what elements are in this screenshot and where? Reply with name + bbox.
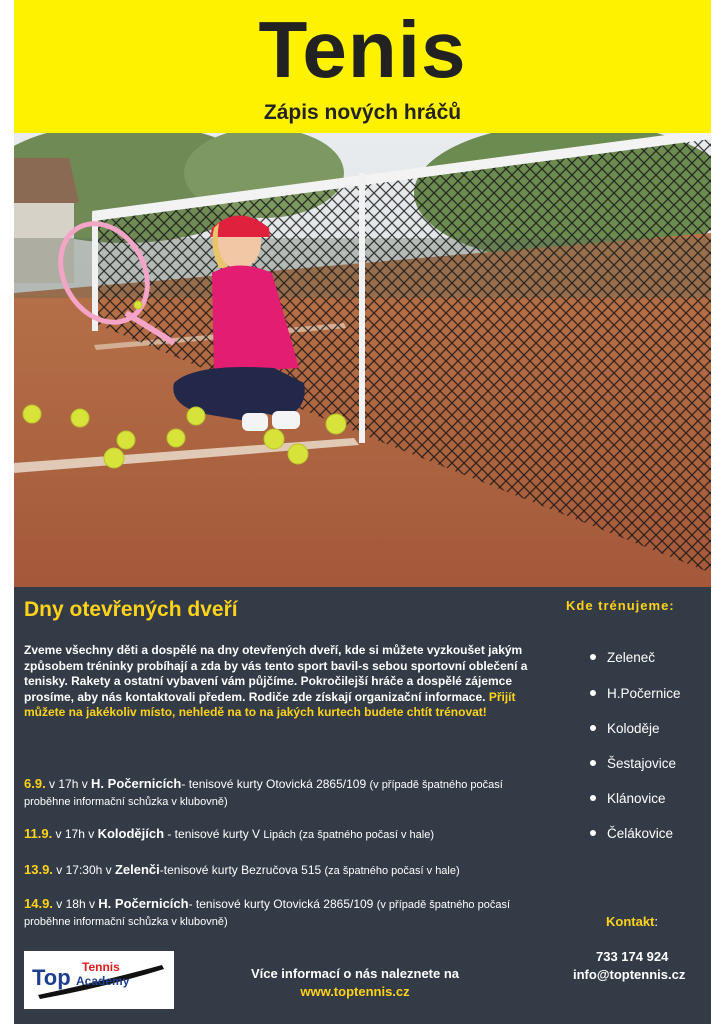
- where-title: Kde trénujeme:: [566, 598, 675, 613]
- open-days-intro: [24, 643, 544, 721]
- logo-word-top: Top: [32, 965, 71, 990]
- website-link[interactable]: www.toptennis.cz: [300, 984, 410, 999]
- event-note: Lipách (za špatného počasí v hale): [263, 829, 434, 841]
- list-item: [590, 686, 724, 701]
- logo-graphic: [24, 951, 174, 1009]
- bullet-icon: [590, 795, 596, 801]
- contact-title-text: Kontakt: [606, 914, 655, 929]
- event-date: 14.9.: [24, 896, 53, 911]
- event-place: H. Počernicích: [98, 896, 189, 911]
- more-info: [230, 965, 480, 1001]
- place-label: Klánovice: [607, 791, 666, 806]
- event-date: 11.9.: [24, 826, 53, 841]
- bullet-icon: [590, 830, 596, 836]
- page-title: Tenis: [258, 5, 467, 94]
- event-note: (v případě špatného počasí proběhne informační schůzka v klubovně): [24, 779, 503, 808]
- event-desc: -tenisové kurty Bezručova 515: [159, 863, 325, 877]
- event-desc: - tenisové kurty V: [164, 827, 264, 841]
- contact-phone: 733 174 924: [596, 949, 669, 964]
- bullet-icon: [590, 654, 596, 660]
- list-item: [590, 650, 724, 665]
- page-subtitle: Zápis nových hráčů: [263, 101, 462, 124]
- event-place: H. Počernicích: [91, 776, 182, 791]
- contact-title-colon: :: [654, 914, 659, 929]
- event-date: 13.9.: [24, 862, 53, 877]
- header-banner: [14, 0, 711, 133]
- photo-illustration: [14, 133, 711, 587]
- list-item: [590, 826, 724, 841]
- logo-word-tennis: Tennis: [82, 960, 120, 974]
- list-item: [590, 791, 724, 806]
- event-desc: - tenisové kurty Otovická 2865/109: [181, 777, 370, 791]
- list-item: [590, 756, 724, 771]
- event-item: [24, 896, 534, 930]
- contact-email[interactable]: info@toptennis.cz: [573, 967, 686, 982]
- bullet-icon: [590, 760, 596, 766]
- list-item: [590, 721, 724, 736]
- intro-highlight: Přijít můžete na jakékoliv místo, nehledě na to na jakých kurtech budete chtít trénovat!: [24, 689, 516, 719]
- place-label: Zeleneč: [607, 650, 656, 665]
- event-item: [24, 862, 534, 879]
- event-place: Kolodějích: [97, 826, 165, 841]
- event-desc: - tenisové kurty Otovická 2865/109: [188, 897, 377, 911]
- intro-text: Zveme všechny děti a dospělé na dny otevřených dveří, kde si můžete vyzkoušet jakým způsobem tréninky probíhají a zda by vás tento sport bavil-s sebou sportovní oblečení a tenisky. Rakety a ostatní vybavení vám půjčíme. Pokročilejší hráče a dospělé zájemce prosíme, aby nás kontaktovali předem. Rodiče zde získají organizační informace.: [24, 643, 528, 704]
- bullet-icon: [590, 690, 596, 696]
- event-time: v 17h v: [52, 827, 98, 841]
- place-label: Koloděje: [607, 721, 660, 736]
- event-place: Zelenči: [114, 862, 160, 877]
- event-time: v 18h v: [52, 897, 99, 911]
- event-time: v 17:30h v: [52, 863, 115, 877]
- event-item: [24, 826, 534, 843]
- open-days-title: Dny otevřených dveří: [24, 598, 238, 621]
- more-info-text: Více informací o nás naleznete na: [250, 966, 460, 981]
- event-note: (v případě špatného počasí proběhne informační schůzka v klubovně): [24, 899, 511, 928]
- contact-title: [606, 914, 658, 929]
- place-label: H.Počernice: [607, 686, 681, 701]
- logo-word-academy: Academy: [76, 974, 130, 988]
- place-label: Čelákovice: [607, 826, 674, 841]
- girl-with-tennis-racket-photo: [14, 133, 711, 587]
- bullet-icon: [590, 725, 596, 731]
- place-label: Šestajovice: [607, 756, 677, 771]
- event-date: 6.9.: [24, 776, 46, 791]
- event-note: (za špatného počasí v hale): [324, 865, 460, 877]
- event-time: v 17h v: [45, 777, 92, 791]
- academy-logo: [24, 951, 174, 1009]
- event-item: [24, 776, 534, 810]
